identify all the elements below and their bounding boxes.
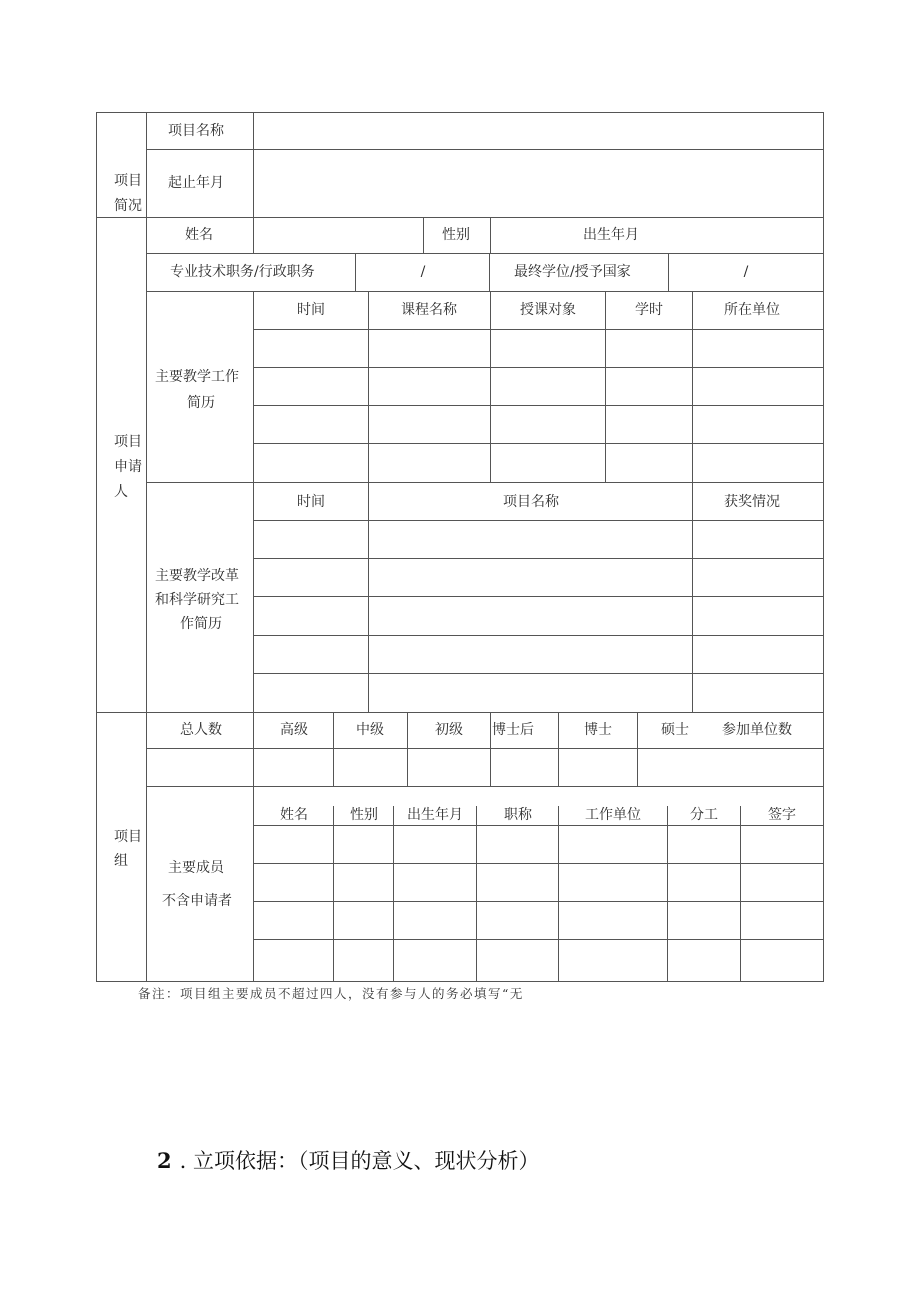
- team-header-junior: 初级: [435, 722, 463, 738]
- applicant-gender-label: 性别: [442, 227, 470, 243]
- applicant-name-label: 姓名: [185, 227, 213, 243]
- section-label-team-line2: 组: [114, 853, 128, 869]
- team-header-senior: 高级: [280, 722, 308, 738]
- members-label-line2: 不含申请者: [162, 893, 232, 909]
- teaching-history-label-line2: 简历: [187, 395, 215, 411]
- research-history-label-line2: 和科学研究工: [155, 592, 239, 608]
- section-heading-basis: [157, 1145, 539, 1175]
- section-label-team-line1: 项目: [114, 829, 142, 845]
- project-period-label: 起止年月: [168, 175, 224, 191]
- section-label-applicant-line3: 人: [114, 484, 128, 500]
- team-header-postdoc: 博士后: [492, 722, 534, 738]
- applicant-title-value[interactable]: /: [420, 264, 426, 280]
- teaching-header-unit: 所在单位: [724, 302, 780, 318]
- form-note: 备注：项目组主要成员不超过四人，没有参与人的务必填写“无: [138, 986, 524, 1001]
- research-header-award: 获奖情况: [724, 494, 780, 510]
- section-label-applicant-line1: 项目: [114, 434, 142, 450]
- member-header-unit: 工作单位: [585, 807, 641, 823]
- project-name-label: 项目名称: [168, 123, 224, 139]
- section-label-applicant-line2: 申请: [114, 459, 142, 475]
- project-period-field[interactable]: [255, 151, 821, 215]
- project-name-field[interactable]: [255, 113, 821, 147]
- team-header-master: 硕士: [661, 722, 689, 738]
- member-header-signature: 签字: [768, 807, 796, 823]
- research-header-project: 项目名称: [503, 494, 559, 510]
- member-header-role: 分工: [690, 807, 718, 823]
- member-header-birth: 出生年月: [407, 807, 463, 823]
- teaching-header-time: 时间: [297, 302, 325, 318]
- research-header-time: 时间: [297, 494, 325, 510]
- teaching-history-label-line1: 主要教学工作: [155, 369, 239, 385]
- teaching-header-course: 课程名称: [401, 302, 457, 318]
- section-title: . 立项依据：（项目的意义、现状分析）: [179, 1149, 540, 1173]
- section-label-overview-line2: 简况: [114, 198, 142, 214]
- applicant-degree-label: 最终学位/授予国家: [514, 264, 631, 280]
- member-header-title: 职称: [504, 807, 532, 823]
- teaching-header-hours: 学时: [635, 302, 663, 318]
- team-header-units: 参加单位数: [722, 722, 792, 738]
- research-history-label-line1: 主要教学改革: [155, 568, 239, 584]
- member-header-gender: 性别: [350, 807, 378, 823]
- section-label-overview-line1: 项目: [114, 173, 142, 189]
- applicant-degree-value[interactable]: /: [743, 264, 749, 280]
- teaching-header-audience: 授课对象: [520, 302, 576, 318]
- team-header-total: 总人数: [180, 722, 222, 738]
- member-header-name: 姓名: [280, 807, 308, 823]
- research-history-label-line3: 作简历: [180, 616, 222, 632]
- section-number: 2: [157, 1148, 172, 1173]
- applicant-birth-label: 出生年月: [583, 227, 639, 243]
- team-header-phd: 博士: [584, 722, 612, 738]
- team-header-intermediate: 中级: [356, 722, 384, 738]
- members-label-line1: 主要成员: [168, 860, 224, 876]
- applicant-title-label: 专业技术职务/行政职务: [170, 264, 315, 280]
